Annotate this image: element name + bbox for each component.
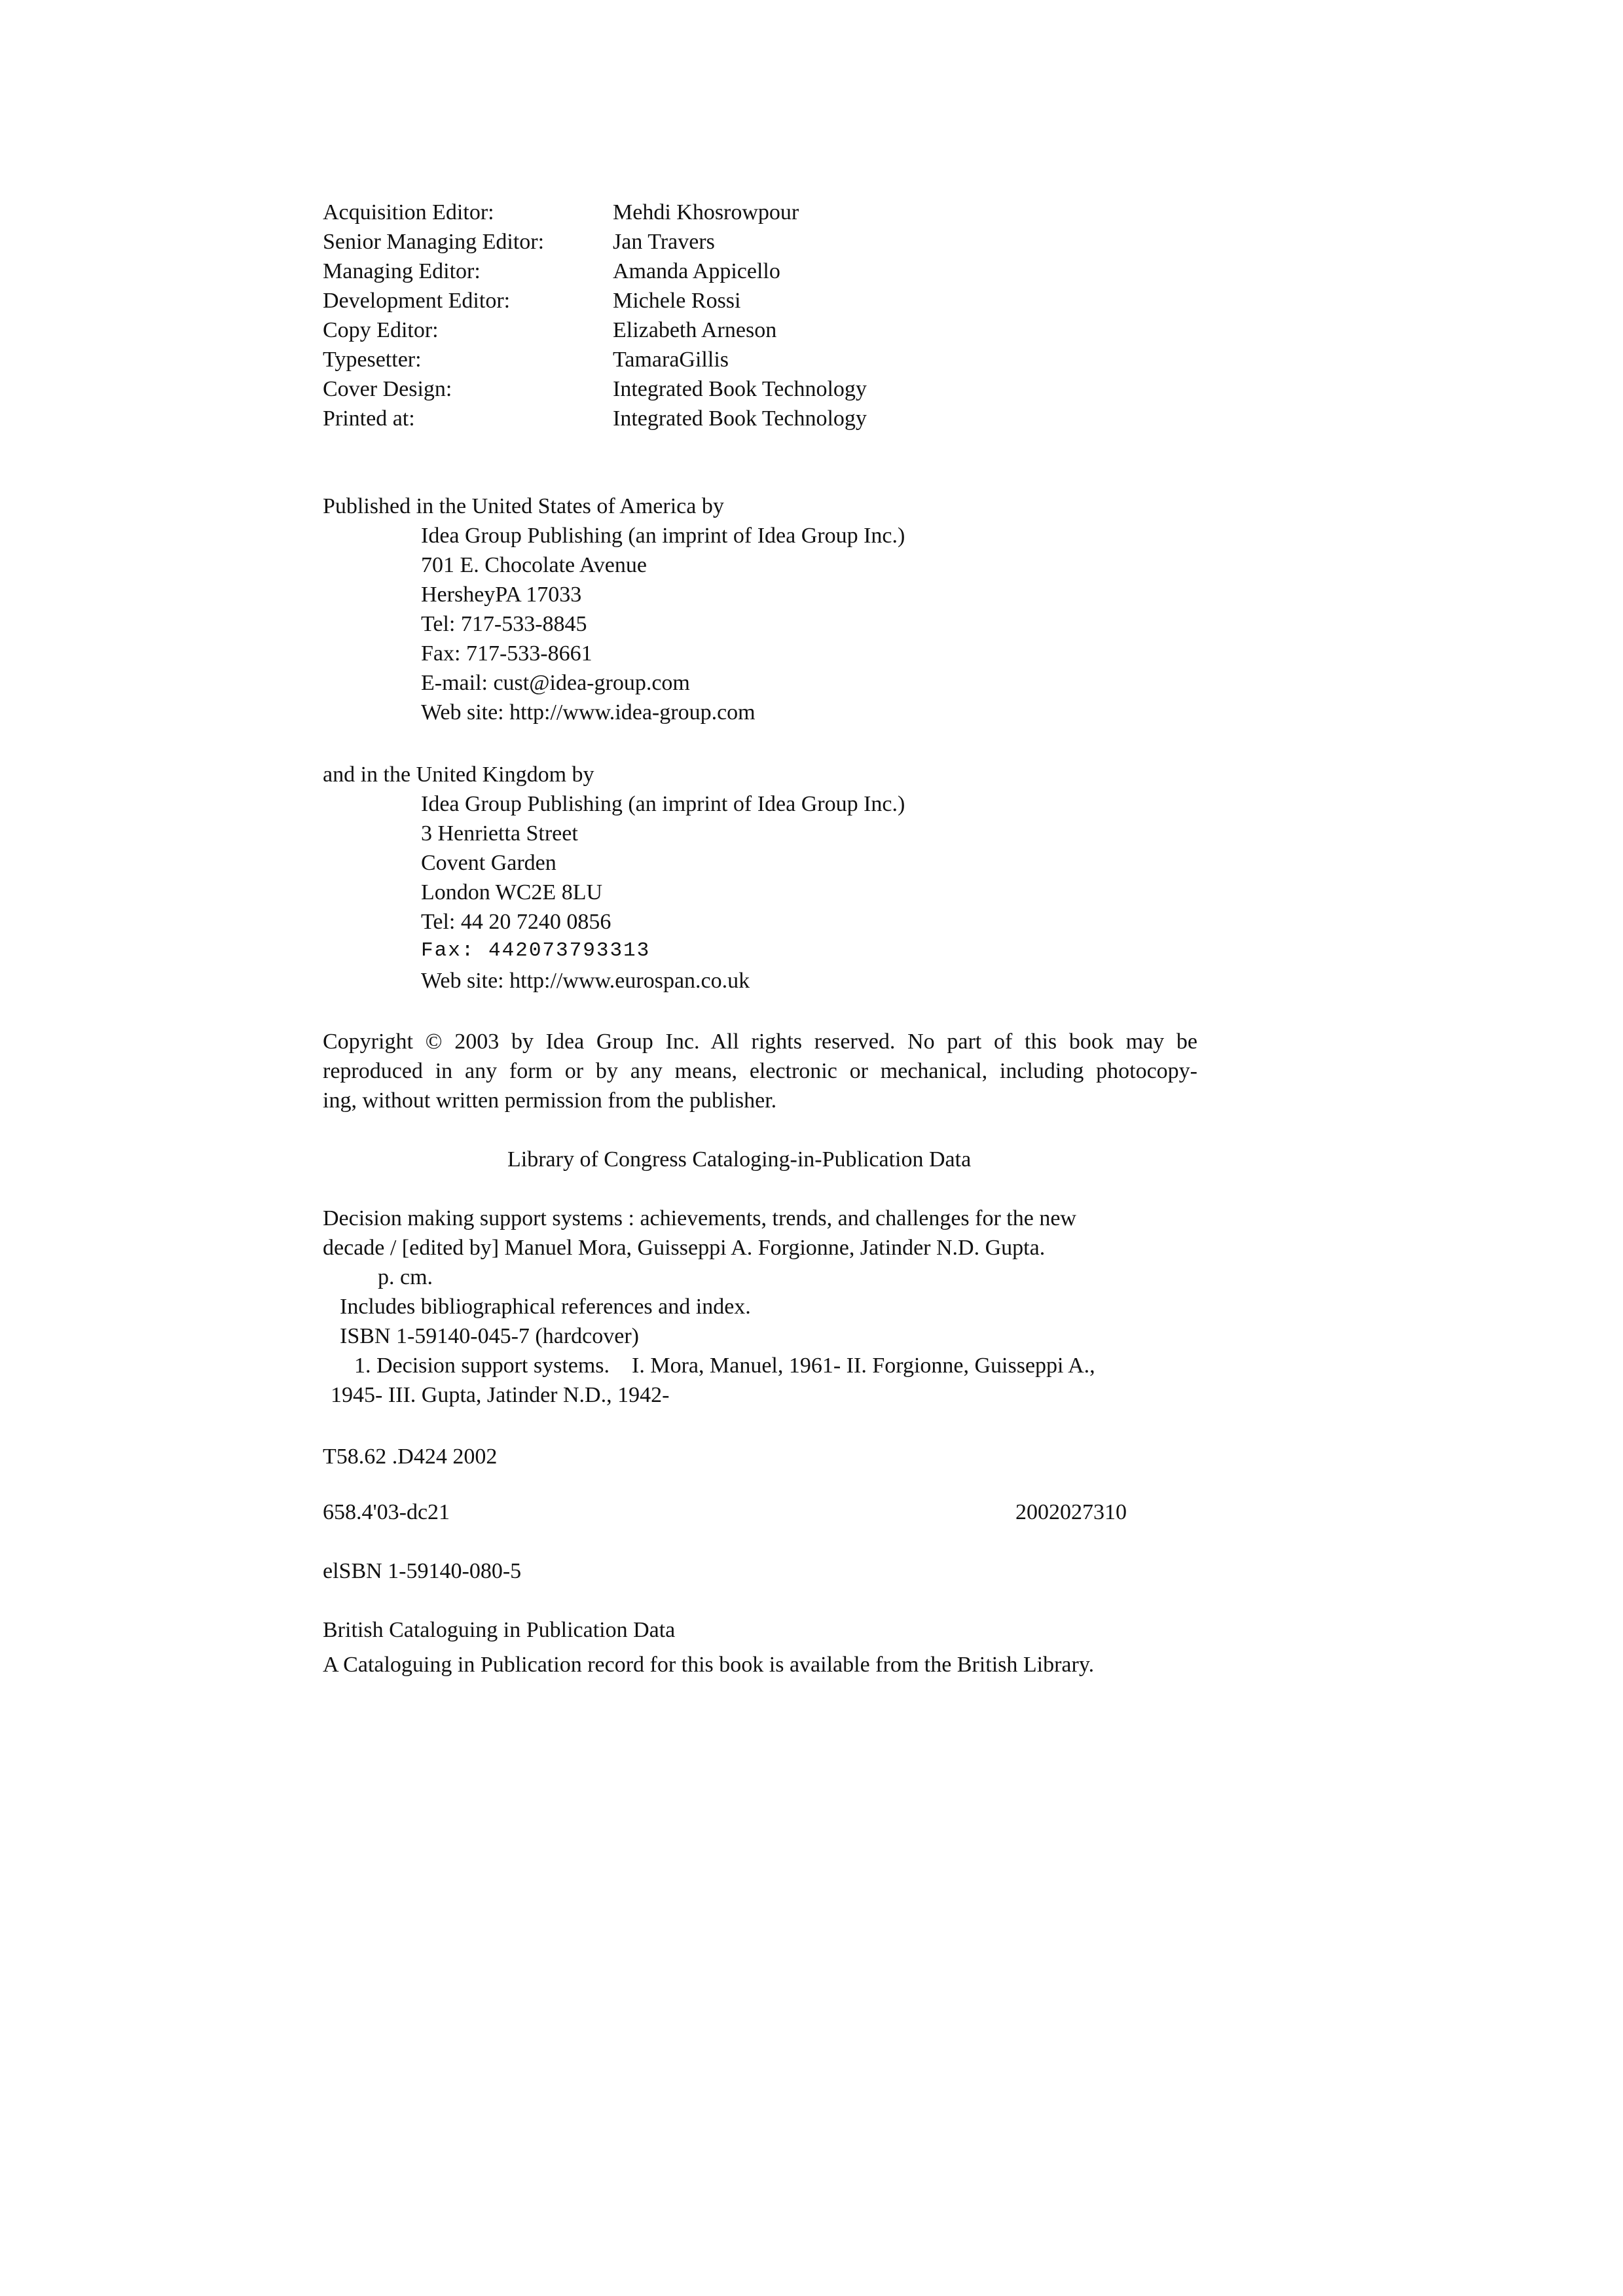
credit-name: Amanda Appicello xyxy=(613,259,780,283)
credit-role: Typesetter: xyxy=(323,348,422,372)
copyright-line: Copyright © 2003 by Idea Group Inc. All rights reserved. No part of this book may be xyxy=(323,1030,1197,1054)
uk-publisher-line: Covent Garden xyxy=(421,851,556,875)
credit-name: Integrated Book Technology xyxy=(613,377,867,401)
credit-name: Elizabeth Arneson xyxy=(613,318,777,342)
us-publisher-line: HersheyPA 17033 xyxy=(421,583,582,607)
us-publisher-line: Fax: 717-533-8661 xyxy=(421,641,593,666)
us-publisher-email: E-mail: cust@idea-group.com xyxy=(421,671,690,695)
credit-name: Integrated Book Technology xyxy=(613,406,867,431)
cip-subjects: 1. Decision support systems. I. Mora, Manuel, 1961- II. Forgionne, Guisseppi A., xyxy=(354,1354,1095,1378)
copyright-line: reproduced in any form or by any means, electronic or mechanical, including photocopy- xyxy=(323,1059,1197,1083)
us-publisher-line: Idea Group Publishing (an imprint of Idea Group Inc.) xyxy=(421,524,905,548)
cip-record xyxy=(323,1208,1197,1417)
uk-publisher-line: Tel: 44 20 7240 0856 xyxy=(421,910,611,934)
cip-isbn: ISBN 1-59140-045-7 (hardcover) xyxy=(340,1324,639,1348)
lc-classification: T58.62 .D424 2002 xyxy=(323,1444,498,1469)
credit-role: Senior Managing Editor: xyxy=(323,230,545,254)
uk-publisher-line: London WC2E 8LU xyxy=(421,880,603,905)
credit-role: Printed at: xyxy=(323,406,415,431)
cip-title-line: Decision making support systems : achievements, trends, and challenges for the new xyxy=(323,1206,1076,1230)
copyright-line: ing, without written permission from the publisher. xyxy=(323,1088,777,1113)
us-publisher-website: Web site: http://www.idea-group.com xyxy=(421,700,756,725)
lccn: 2002027310 xyxy=(1015,1500,1127,1524)
credit-role: Cover Design: xyxy=(323,377,452,401)
credit-name: Mehdi Khosrowpour xyxy=(613,200,799,224)
uk-publisher-line: 3 Henrietta Street xyxy=(421,821,578,846)
cip-subjects: 1945- III. Gupta, Jatinder N.D., 1942- xyxy=(331,1383,670,1407)
credit-role: Copy Editor: xyxy=(323,318,439,342)
eisbn: elSBN 1-59140-080-5 xyxy=(323,1559,522,1583)
cip-includes: Includes bibliographical references and index. xyxy=(340,1295,751,1319)
british-cip-heading: British Cataloguing in Publication Data xyxy=(323,1618,676,1642)
us-publisher-intro: Published in the United States of America by xyxy=(323,494,724,518)
credit-name: Michele Rossi xyxy=(613,289,741,313)
us-publisher xyxy=(323,495,1108,738)
us-publisher-line: Tel: 717-533-8845 xyxy=(421,612,587,636)
credit-role: Managing Editor: xyxy=(323,259,481,283)
credit-role: Acquisition Editor: xyxy=(323,200,494,224)
us-publisher-line: 701 E. Chocolate Avenue xyxy=(421,553,647,577)
cip-pcm: p. cm. xyxy=(378,1265,433,1289)
uk-publisher xyxy=(323,764,1108,1006)
dewey-classification: 658.4'03-dc21 xyxy=(323,1500,450,1524)
credit-role: Development Editor: xyxy=(323,289,511,313)
credits-list xyxy=(323,202,977,437)
copyright-notice xyxy=(323,1027,1197,1115)
credit-name: TamaraGillis xyxy=(613,348,729,372)
uk-publisher-line: Idea Group Publishing (an imprint of Idea Group Inc.) xyxy=(421,792,905,816)
british-cip-text: A Cataloguing in Publication record for this book is available from the British Library. xyxy=(323,1653,1095,1677)
cip-title-line: decade / [edited by] Manuel Mora, Guisseppi A. Forgionne, Jatinder N.D. Gupta. xyxy=(323,1236,1046,1260)
uk-publisher-line: Fax: 442073793313 xyxy=(421,939,651,962)
uk-publisher-intro: and in the United Kingdom by xyxy=(323,762,594,787)
uk-publisher-website: Web site: http://www.eurospan.co.uk xyxy=(421,969,750,993)
cip-heading: Library of Congress Cataloging-in-Publication Data xyxy=(507,1147,972,1172)
credit-name: Jan Travers xyxy=(613,230,715,254)
